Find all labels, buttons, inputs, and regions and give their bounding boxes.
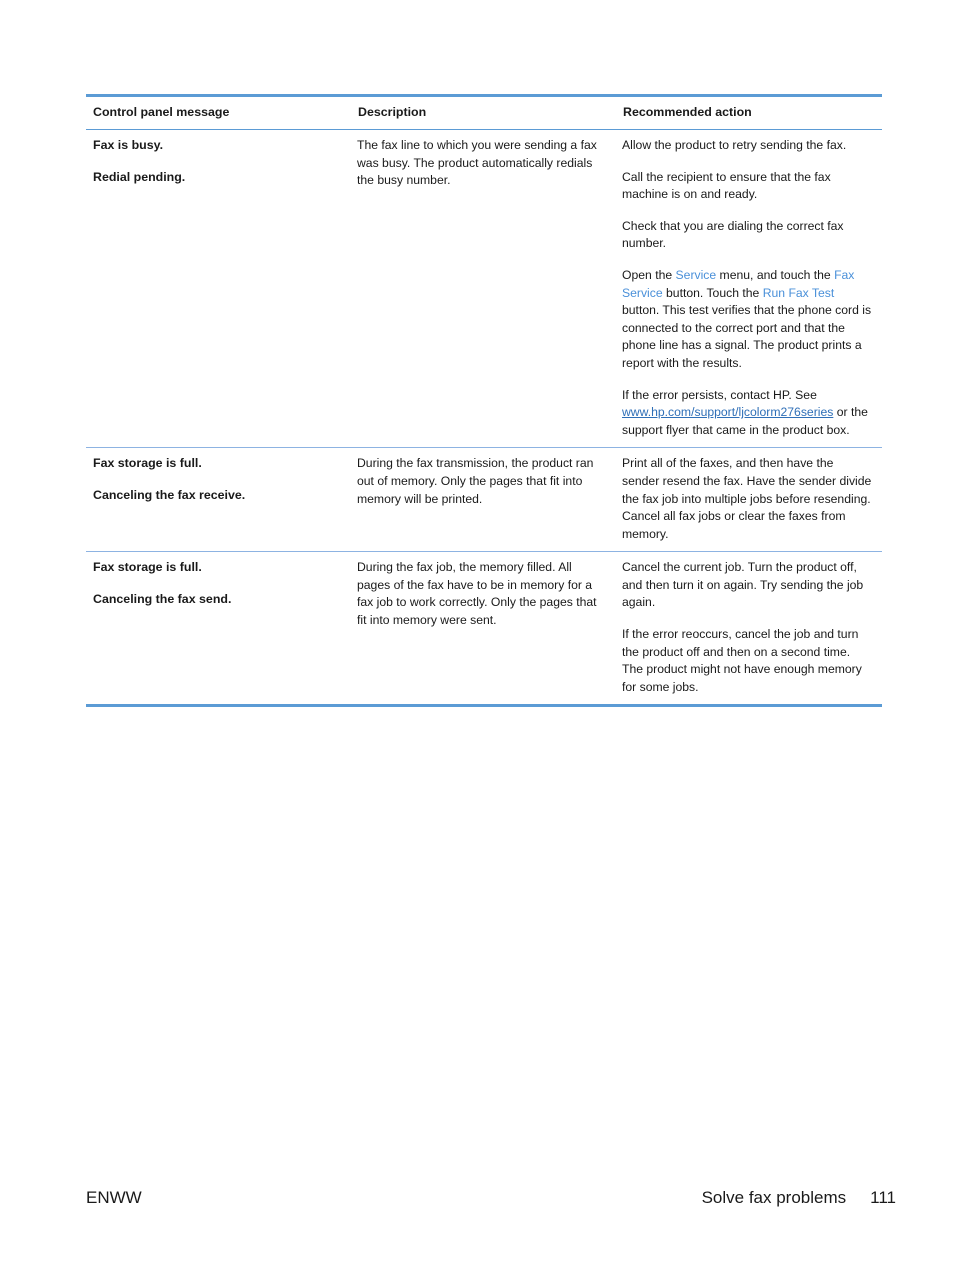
action-text: Allow the product to retry sending the fax. — [622, 138, 847, 152]
message-text: Canceling the fax receive. — [93, 487, 246, 502]
action-text-fragment: Open the — [622, 267, 676, 282]
header-recommended-action: Recommended action — [623, 105, 752, 120]
description-cell: During the fax transmission, the product ran out of memory. Only the pages that fit into memory will be printed. — [357, 456, 594, 506]
action-cell — [616, 552, 882, 706]
message-text: Fax storage is full. — [93, 560, 202, 575]
description-cell: During the fax job, the memory filled. All pages of the fax have to be in memory for a fax job to work correctly. Only the pages that fit into memory were sent. — [357, 560, 597, 628]
action-text: Check that you are dialing the correct fax number. — [622, 218, 844, 251]
footer-doc-code: ENWW — [86, 1188, 142, 1207]
service-menu-ref: Service — [675, 267, 717, 282]
message-cell — [86, 552, 351, 706]
action-text — [622, 267, 874, 373]
message-text: Fax storage is full. — [93, 456, 202, 471]
hp-support-link[interactable]: www.hp.com/support/ljcolorm276series — [622, 405, 834, 420]
action-cell — [616, 448, 882, 552]
header-description: Description — [358, 105, 427, 120]
action-text-fragment: button. This test verifies that the phone cord is connected to the correct port and that the phone line has a signal. The product prints a report with the results. — [622, 303, 872, 370]
footer-section — [702, 1187, 896, 1209]
header-control-panel-message: Control panel message — [93, 105, 230, 120]
action-text-fragment: or the support flyer that came in the product box. — [622, 405, 868, 437]
page-number: 111 — [870, 1188, 896, 1207]
action-text: Cancel the current job. Turn the product off, and then turn it on again. Try sending the job again. — [622, 560, 864, 610]
action-text — [622, 387, 874, 440]
message-text: Fax is busy. — [93, 138, 164, 152]
footer-section-title: Solve fax problems — [701, 1188, 847, 1207]
action-cell — [616, 130, 882, 448]
action-text: Call the recipient to ensure that the fax machine is on and ready. — [622, 169, 831, 202]
action-text-fragment: menu, and touch the — [716, 267, 835, 282]
action-text-fragment: button. Touch the — [662, 285, 763, 300]
message-cell — [86, 130, 351, 448]
message-text: Canceling the fax send. — [93, 591, 232, 606]
table-row — [86, 448, 882, 552]
table-header-row — [86, 96, 882, 130]
message-cell — [86, 448, 351, 552]
fax-error-table — [86, 94, 882, 707]
table-row — [86, 130, 882, 448]
fax-service-button-ref: Fax Service — [622, 267, 855, 300]
run-fax-test-button-ref: Run Fax Test — [762, 285, 835, 300]
description-cell: The fax line to which you were sending a fax was busy. The product automatically redials the busy number. — [357, 138, 597, 188]
action-text: If the error reoccurs, cancel the job and turn the product off and then on a second time. The product might not have enough memory for some jobs. — [622, 627, 862, 694]
table-row — [86, 552, 882, 706]
action-text-fragment: If the error persists, contact HP. See — [622, 387, 817, 402]
message-text: Redial pending. — [93, 169, 186, 184]
action-text: Print all of the faxes, and then have the sender resend the fax. Have the sender divide the fax job into multiple jobs before resending. Cancel all fax jobs or clear the faxes from memory. — [622, 456, 872, 541]
